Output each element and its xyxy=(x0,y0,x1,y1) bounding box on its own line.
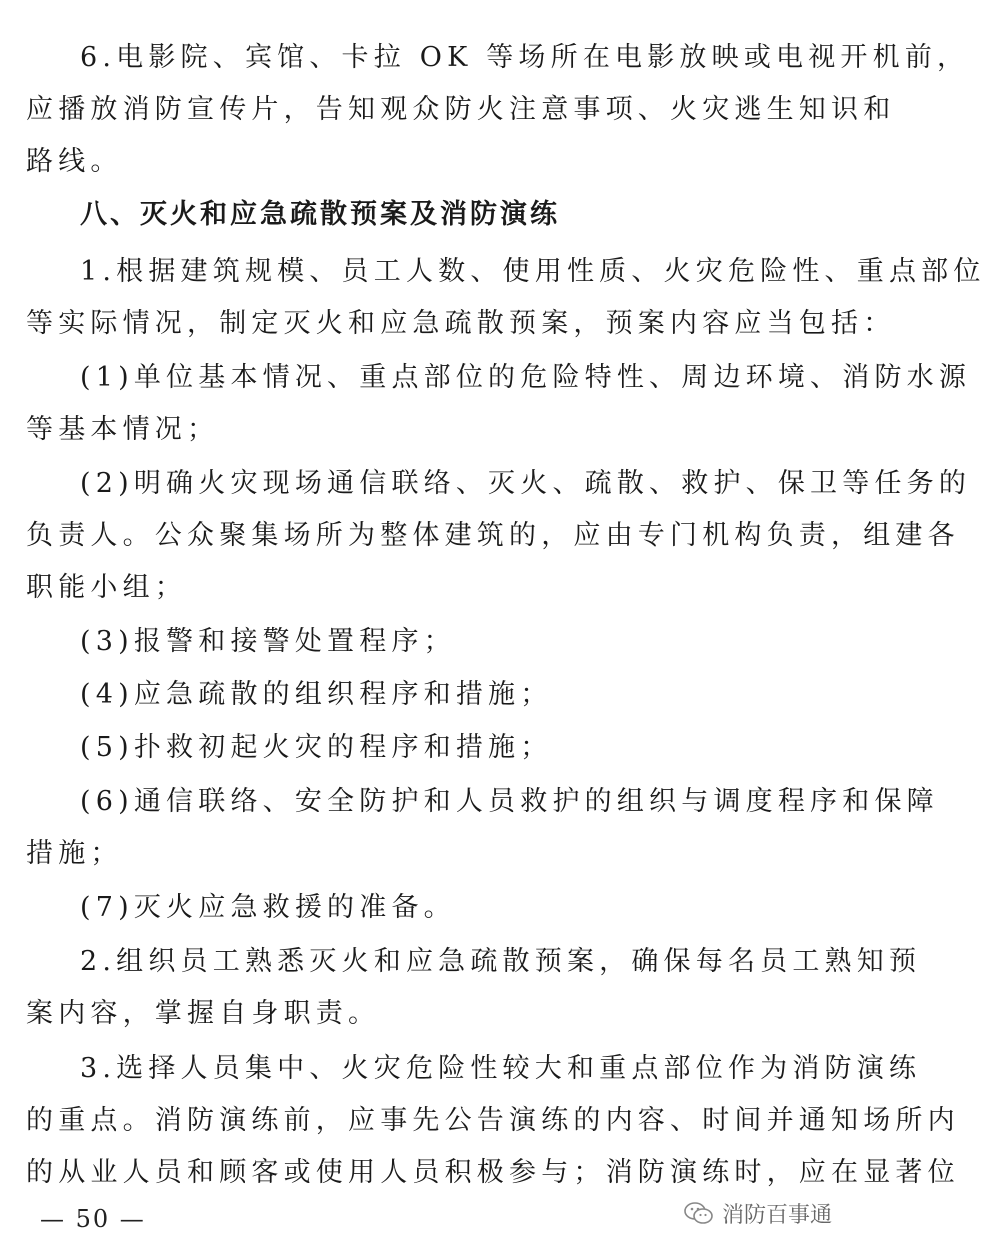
text-line: (3)报警和接警处置程序； xyxy=(80,626,456,657)
list-item-1 xyxy=(26,352,972,456)
text-line: 等实际情况，制定灭火和应急疏散预案，预案内容应当包括： xyxy=(26,308,896,339)
watermark-text: 消防百事通 xyxy=(721,1203,832,1228)
section-heading-8 xyxy=(26,189,830,241)
text-line: 的从业人员和顾客或使用人员积极参与；消防演练时，应在显著位 xyxy=(26,1157,960,1188)
text-line: 案内容，掌握自身职责。 xyxy=(26,998,381,1029)
text-line: 措施； xyxy=(26,838,123,869)
paragraph-1-plan xyxy=(26,246,986,350)
text-line: 6.电影院、宾馆、卡拉 OK 等场所在电影放映或电视开机前， xyxy=(80,42,970,73)
text-line: (1)单位基本情况、重点部位的危险特性、周边环境、消防水源 xyxy=(80,362,972,393)
text-line: (6)通信联络、安全防护和人员救护的组织与调度程序和保障 xyxy=(80,786,939,817)
text-line: 3.选择人员集中、火灾危险性较大和重点部位作为消防演练 xyxy=(80,1053,922,1084)
list-item-2 xyxy=(26,458,972,614)
paragraph-3-drill xyxy=(26,1043,960,1199)
text-line: 负责人。公众聚集场所为整体建筑的，应由专门机构负责，组建各 xyxy=(26,520,960,551)
wechat-icon xyxy=(684,1201,714,1227)
text-line: 职能小组； xyxy=(26,572,187,603)
text-line: (7)灭火应急救援的准备。 xyxy=(80,892,456,923)
text-line: 1.根据建筑规模、员工人数、使用性质、火灾危险性、重点部位 xyxy=(80,256,986,287)
text-line: 的重点。消防演练前，应事先公告演练的内容、时间并通知场所内 xyxy=(26,1105,960,1136)
text-line: 等基本情况； xyxy=(26,414,220,445)
text-line: (2)明确火灾现场通信联络、灭火、疏散、救护、保卫等任务的 xyxy=(80,468,972,499)
watermark xyxy=(684,1198,832,1229)
list-item-7 xyxy=(26,882,830,934)
heading-text: 八、灭火和应急疏散预案及消防演练 xyxy=(80,199,560,230)
paragraph-2-train xyxy=(26,936,922,1040)
text-line: 2.组织员工熟悉灭火和应急疏散预案，确保每名员工熟知预 xyxy=(80,946,922,977)
list-item-5 xyxy=(26,722,830,774)
text-line: 路线。 xyxy=(26,146,123,177)
paragraph-6-cinema xyxy=(26,32,970,188)
text-line: 应播放消防宣传片，告知观众防火注意事项、火灾逃生知识和 xyxy=(26,94,896,125)
list-item-6 xyxy=(26,776,939,880)
text-line: (5)扑救初起火灾的程序和措施； xyxy=(80,732,553,763)
page-number: — 50 — xyxy=(40,1205,146,1233)
text-line: (4)应急疏散的组织程序和措施； xyxy=(80,679,553,710)
list-item-4 xyxy=(26,669,830,721)
list-item-3 xyxy=(26,616,830,668)
